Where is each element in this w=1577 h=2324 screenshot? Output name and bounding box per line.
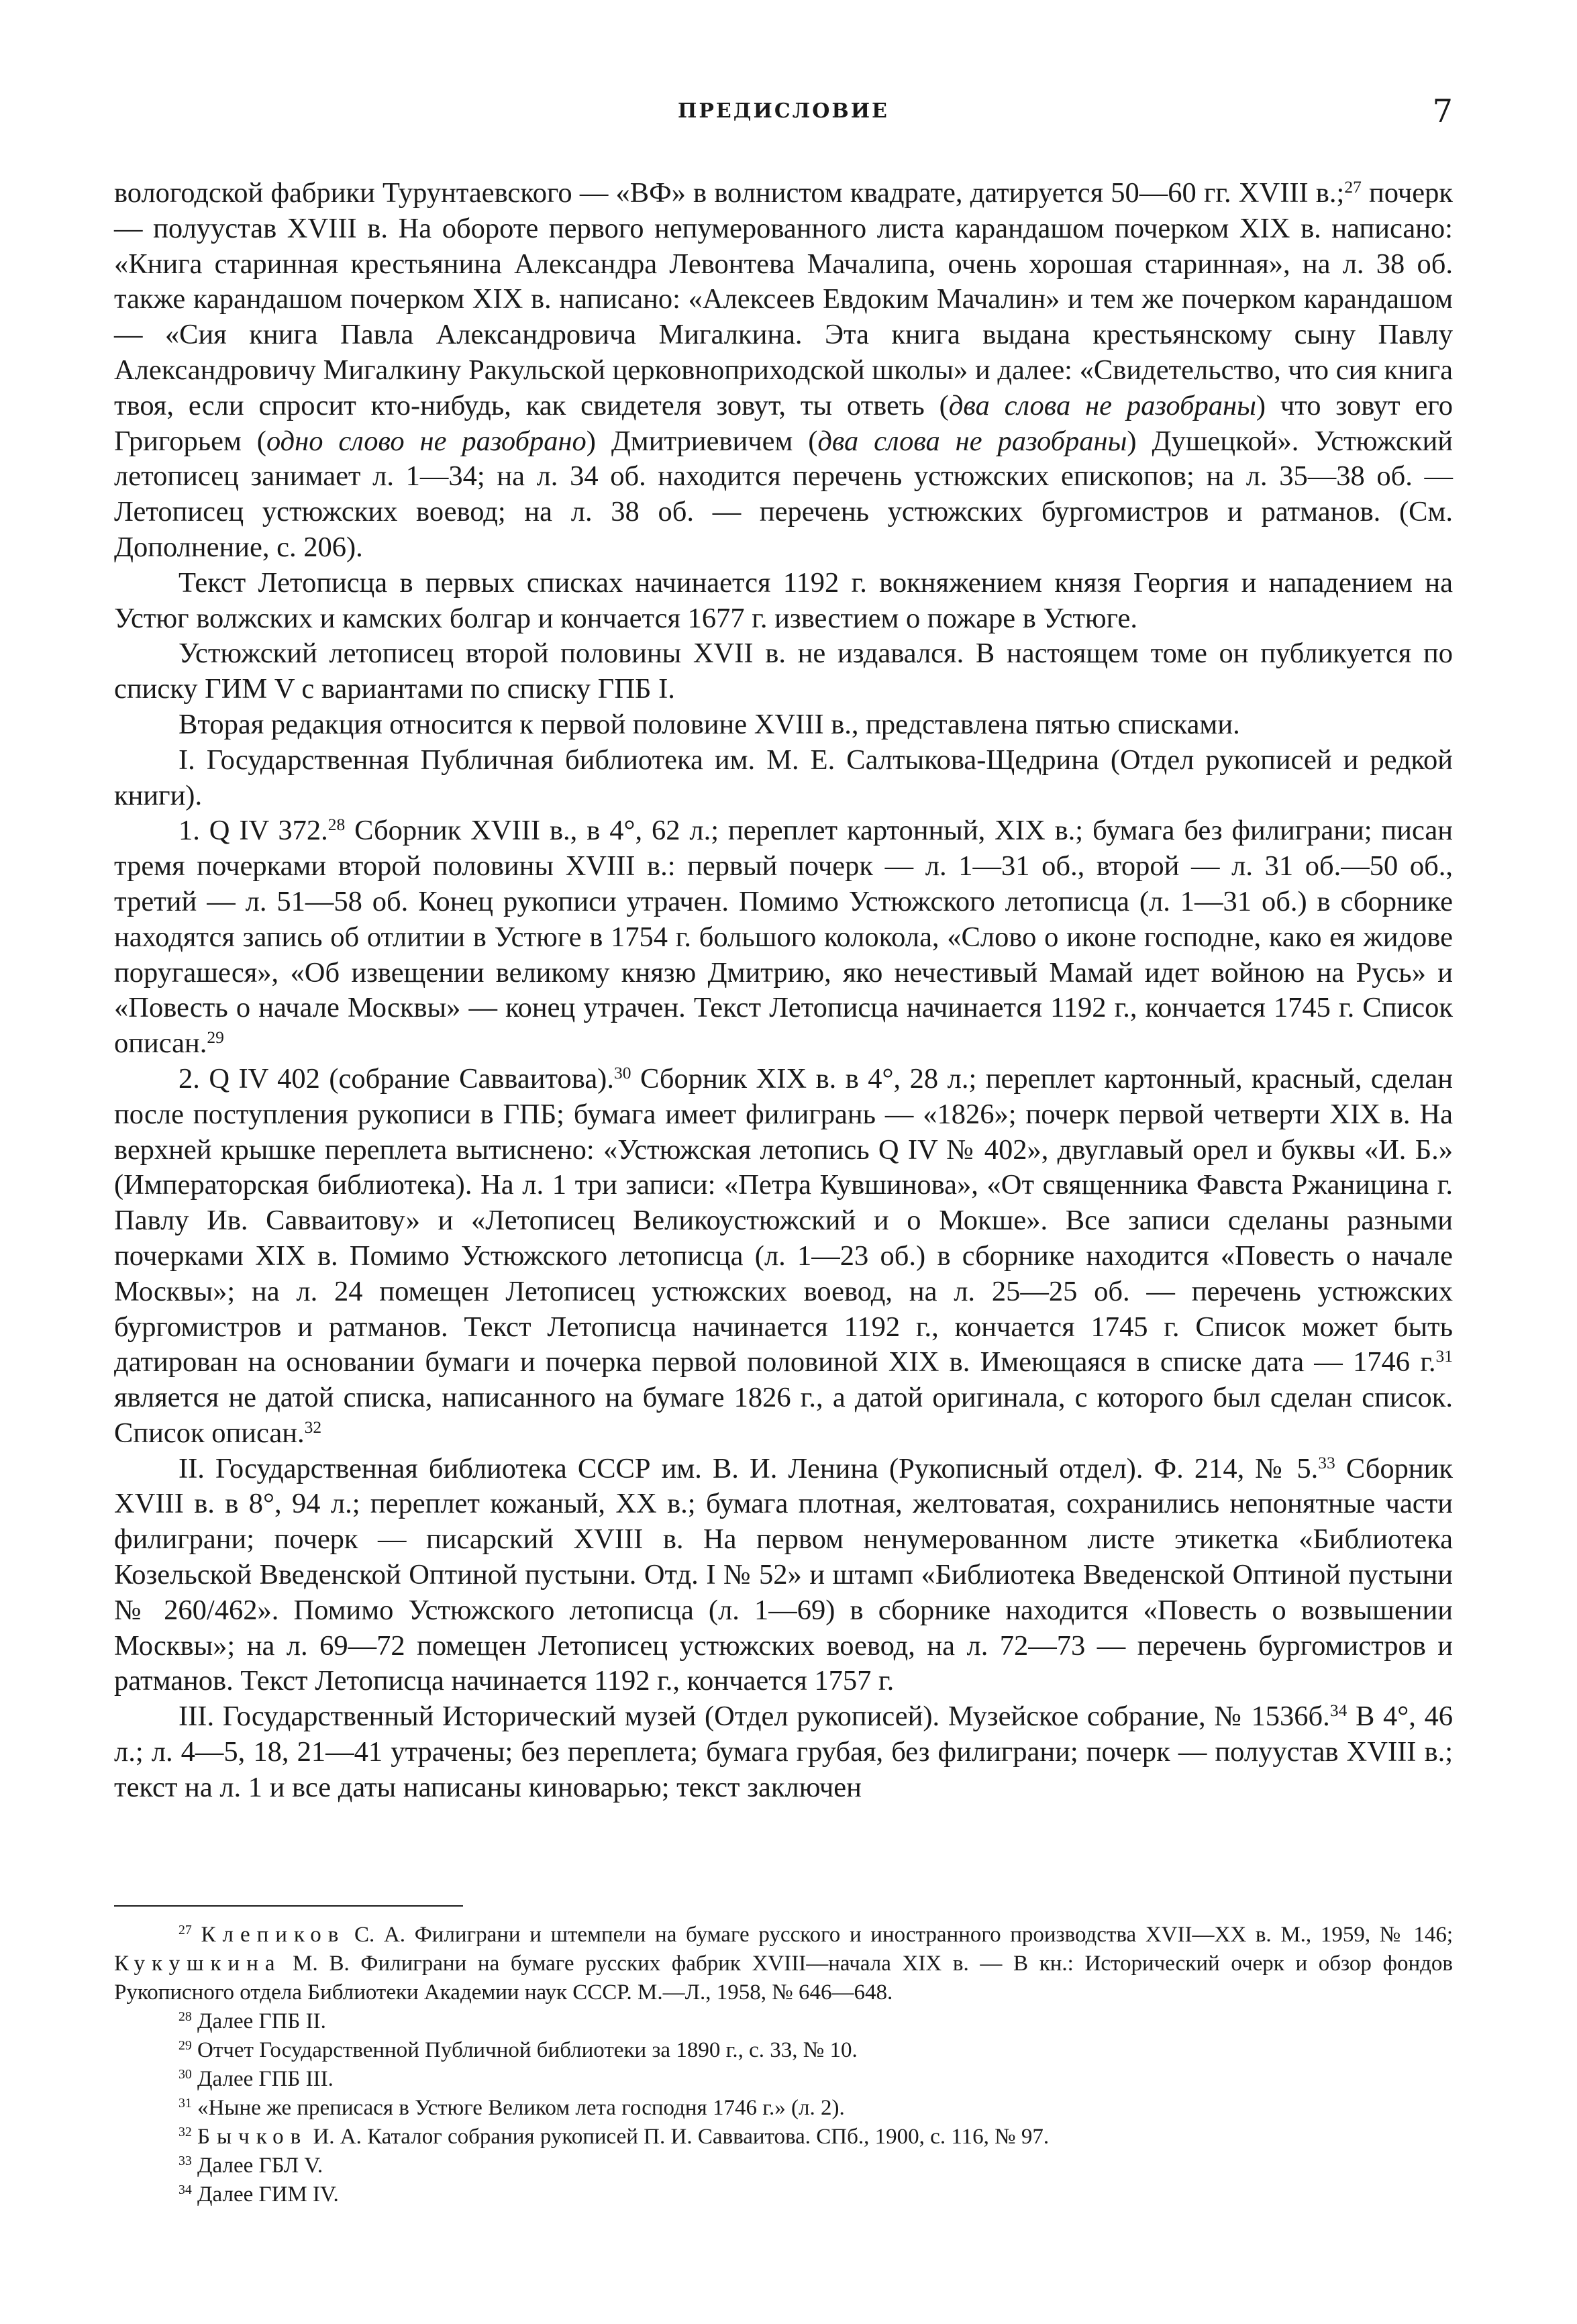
main-text bbox=[114, 176, 1453, 1806]
footnote: $^{33}$ Далее ГБЛ V. bbox=[179, 2154, 323, 2178]
footnote: $^{27}$ Клепиков С. А. Филиграни и штемпели на бумаге русского и иностранного производства XVII—XX в. М., 1959, № 146; Кукушкина М. В. Филиграни на бумаге русских фабрик XVIII—начала XIX в. — В кн.: Исторический очерк и обзор фондов Рукописного отдела Библиотеки Академии наук СССР. М.—Л., 1958, № 646—648. bbox=[114, 1923, 1454, 2005]
paragraph: Вторая редакция относится к первой половине XVIII в., представлена пятью списками. bbox=[179, 708, 1240, 740]
paragraph: 2. Q IV 402 (собрание Савваитова).$^{30}$ Сборник XIX в. в 4°, 28 л.; переплет картонный, красный, сделан после поступления рукописи в ГПБ; бумага имеет филигрань — «1826»; почерк первой четверти XIX в. На верхней крышке переплета вытиснено: «Устюжская летопись Q IV № 402», двуглавый орел и буквы «И. Б.» (Императорская библиотека). На л. 1 три записи: «Петра Кувшинова», «От священника Фавста Ржаницина г. Павлу Ив. Савваитову» и «Летописец Великоустюжский и о Мокше». Все записи сделаны разными почерками XIX в. Помимо Устюжского летописца (л. 1—23 об.) в сборнике находится «Повесть о начале Москвы»; на л. 24 помещен Летописец устюжских воевод, на л. 25—25 об. — перечень устюжских бургомистров и ратманов. Текст Летописца начинается 1192 г., кончается 1745 г. Список может быть датирован на основании бумаги и почерка первой половиной XIX в. Имеющаяся в списке дата — 1746 г.$^{31}$ является не датой списка, написанного на бумаге 1826 г., а датой оригинала, с которого был сделан список. Список описан.$^{32}$ bbox=[114, 1062, 1453, 1449]
paragraph: вологодской фабрики Турунтаевского — «ВФ» в волнистом квадрате, датируется 50—60 гг. XVIII в.;$^{27}$ почерк — полуустав XVIII в. На обороте первого непумерованного листа карандашом почерком XIX в. написано: «Книга старинная крестьянина Александра Левонтева Мачалипа, очень хорошая старинная», на л. 38 об. также карандашом почерком XIX в. написано: «Алексеев Евдоким Мачалин» и тем же почерком карандашом — «Сия книга Павла Александровича Мигалкина. Эта книга выдана крестьянскому сыну Павлу Александровичу Мигалкину Ракульской церковноприходской школы» и далее: «Свидетельство, что сия книга твоя, если спросит кто-нибудь, как свидетеля зовут, ты ответь (два слова не разобраны) что зовут его Григорьем (одно слово не разобрано) Дмитриевичем (два слова не разобраны) Душецкой». Устюжский летописец занимает л. 1—34; на л. 34 об. находится перечень устюжских епископов; на л. 35—38 об. — Летописец устюжских воевод; на л. 38 об. — перечень устюжских бургомистров и ратманов. (См. Дополнение, с. 206). bbox=[114, 176, 1454, 563]
paragraph: 1. Q IV 372.28 Сборник XVIII в., в 4°, 62 л.; переплет картонный, XIX в.; бумага без филиграни; писан тремя почерками второй половины XVIII в.: первый почерк — л. 1—31 об., второй — л. 31 об.—50 об., третий — л. 51—58 об. Конец рукописи утрачен. Помимо Устюжского летописца (л. 1—31 об.) в сборнике находятся запись об отлитии в Устюге в 1754 г. большого колокола, «Слово о иконе господне, како ея жидове поругашеся», «Об извещении великому князю Дмитрию, яко нечестивый Мамай идет войною на Русь» и «Повесть о начале Москвы» — конец утрачен. Текст Летописца начинается 1192 г., кончается 1745 г. Список описан.$^{29}$ bbox=[114, 815, 1453, 1060]
page-header bbox=[114, 93, 1453, 133]
page-number: 7 bbox=[1432, 93, 1453, 130]
footnote-separator bbox=[114, 1905, 463, 1907]
paragraph: Текст Летописца в первых списках начинается 1192 г. вокняжением князя Георгия и нападением на Устюг волжских и камских болгар и кончается 1677 г. известием о пожаре в Устюге. bbox=[114, 566, 1453, 634]
footnote: $^{29}$ Отчет Государственной Публичной библиотеки за 1890 г., с. 33, № 10. bbox=[179, 2038, 858, 2062]
footnote: $^{32}$ Бычков И. А. Каталог собрания рукописей П. И. Савваитова. СПб., 1900, с. 116, № 97. bbox=[179, 2125, 1050, 2149]
paragraph: Устюжский летописец второй половины XVII в. не издавался. В настоящем томе он публикуется по списку ГИМ V с вариантами по списку ГПБ I. bbox=[114, 638, 1453, 705]
running-title: ПРЕДИСЛОВИЕ bbox=[678, 99, 889, 123]
footnote: $^{30}$ Далее ГПБ III. bbox=[179, 2067, 334, 2091]
paragraph: I. Государственная Публичная библиотека им. М. Е. Салтыкова-Щедрина (Отдел рукописей и редкой книги). bbox=[114, 744, 1453, 811]
footnote: $^{34}$ Далее ГИМ IV. bbox=[179, 2182, 339, 2207]
paragraph: II. Государственная библиотека СССР им. В. И. Ленина (Рукописный отдел). Ф. 214, № 5.33 Сборник XVIII в. в 8°, 94 л.; переплет кожаный, XX в.; бумага плотная, желтоватая, сохранились непонятные части филиграни; почерк — писарский XVIII в. На первом ненумерованном листе этикетка «Библиотека Козельской Введенской Оптиной пустыни. Отд. I № 52» и штамп «Библиотека Введенской Оптиной пустыни № 260/462». Помимо Устюжского летописца (л. 1—69) в сборнике находится «Повесть о возвышении Москвы»; на л. 69—72 помещен Летописец устюжских воевод, на л. 72—73 — перечень бургомистров и ратманов. Текст Летописца начинается 1192 г., кончается 1757 г. bbox=[114, 1452, 1453, 1697]
paragraph: III. Государственный Исторический музей (Отдел рукописей). Музейское собрание, № 1536б.$^{34}$ В 4°, 46 л.; л. 4—5, 18, 21—41 утрачены; без переплета; бумага грубая, без филиграни; почерк — полуустав XVIII в.; текст на л. 1 и все даты написаны киноварью; текст заключен bbox=[114, 1701, 1453, 1803]
footnotes bbox=[114, 1921, 1453, 2209]
footnote: $^{28}$ Далее ГПБ II. bbox=[179, 2009, 326, 2033]
footnote: $^{31}$ «Ныне же преписася в Устюге Великом лета господня 1746 г.» (л. 2). bbox=[179, 2096, 845, 2120]
